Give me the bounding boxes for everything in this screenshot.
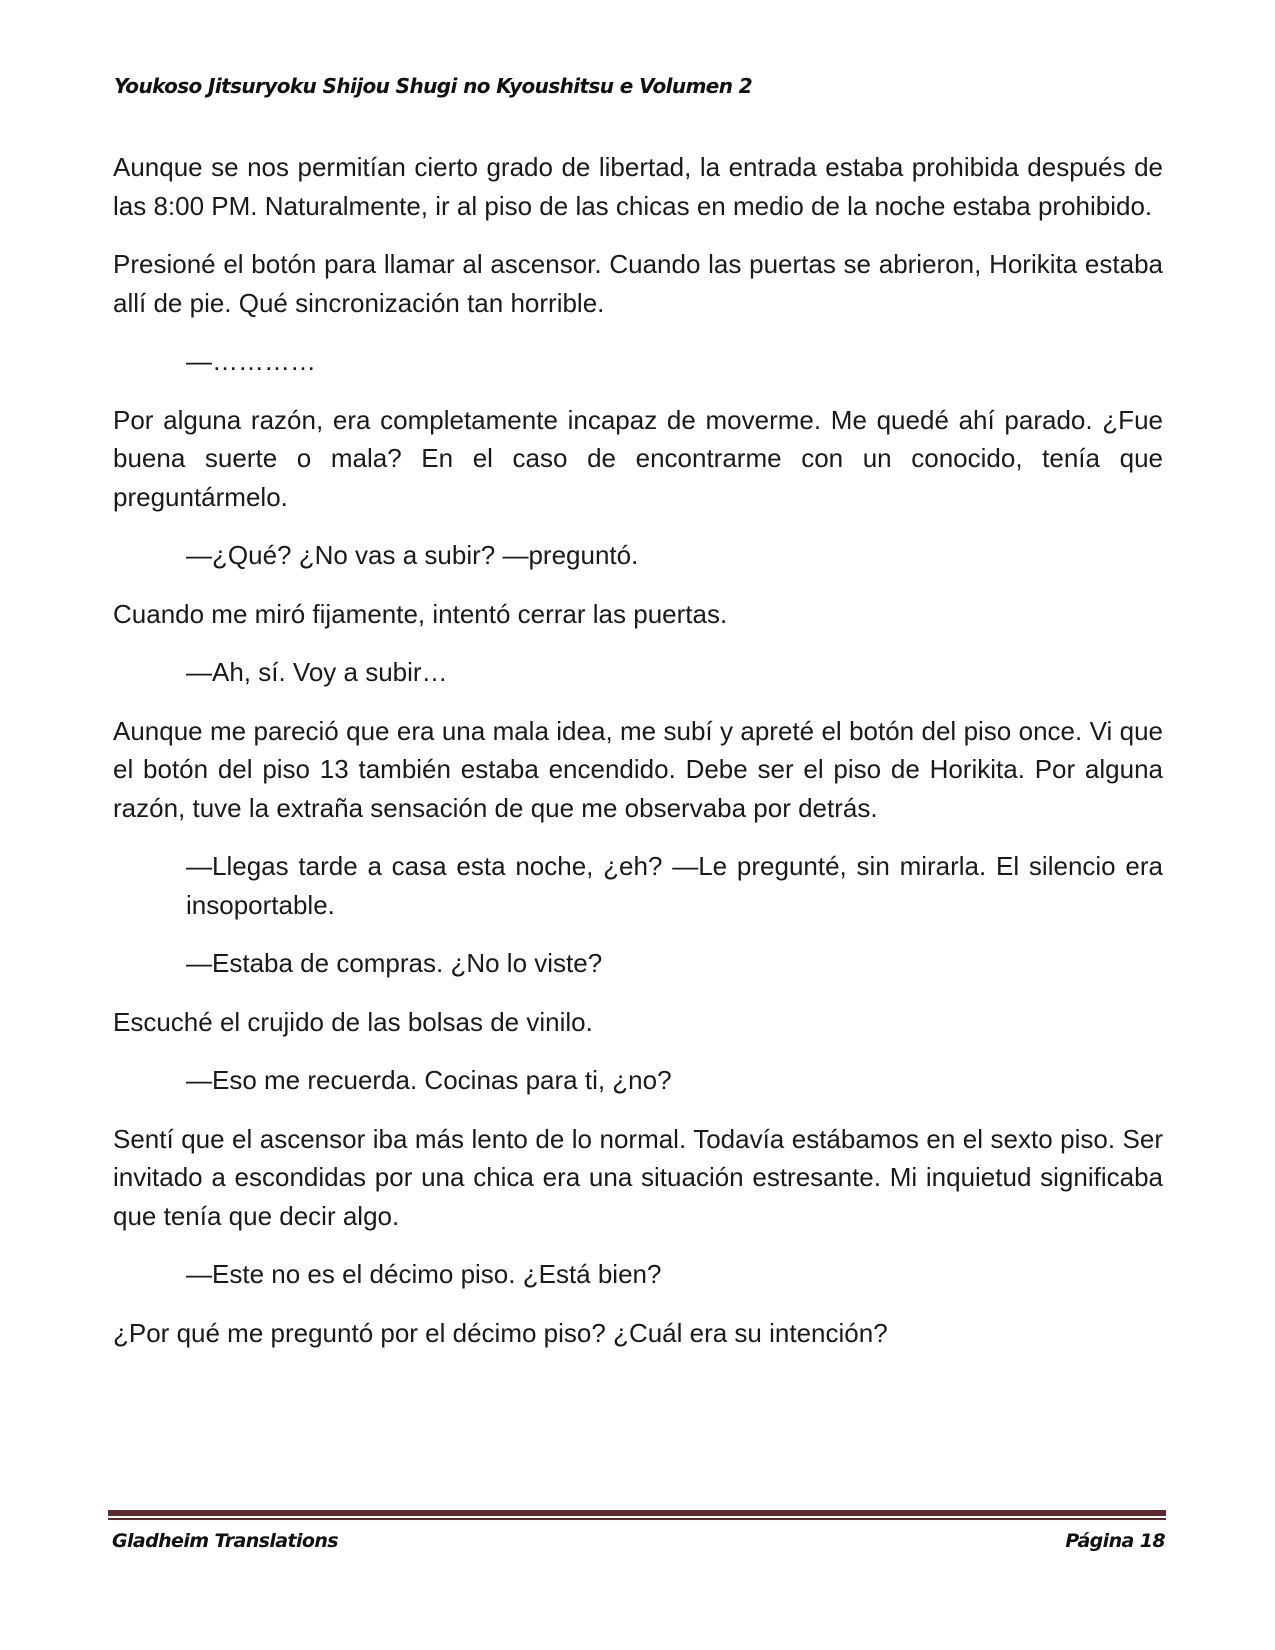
- paragraph: Sentí que el ascensor iba más lento de lo normal. Todavía estábamos en el sexto piso. Ser invitado a escondidas por una chica era una situación estresante. Mi inquietud significaba que tenía que decir algo.: [113, 1123, 1163, 1231]
- footer-publisher: Gladheim Translations: [112, 1530, 338, 1552]
- dialogue-line: —Ah, sí. Voy a subir…: [186, 657, 448, 687]
- dialogue-line: —Llegas tarde a casa esta noche, ¿eh? —Le pregunté, sin mirarla. El silencio era insoportable.: [186, 851, 1163, 920]
- paragraph: Por alguna razón, era completamente incapaz de moverme. Me quedé ahí parado. ¿Fue buena suerte o mala? En el caso de encontrarme con un conocido, tenía que preguntármelo.: [113, 404, 1163, 512]
- paragraph: Aunque me pareció que era una mala idea, me subí y apreté el botón del piso once. Vi que el botón del piso 13 también estaba encendido. Debe ser el piso de Horikita. Por alguna razón, tuve la extraña sensación de que me observaba por detrás.: [113, 715, 1163, 823]
- page-number: Página 18: [1065, 1530, 1165, 1552]
- dialogue-line: —Estaba de compras. ¿No lo viste?: [186, 948, 603, 978]
- page-body: [113, 148, 1163, 1372]
- running-header: Youkoso Jitsuryoku Shijou Shugi no Kyoushitsu e Volumen 2: [114, 74, 753, 98]
- footer-rule: [108, 1510, 1166, 1520]
- dialogue-line: —¿Qué? ¿No vas a subir? —preguntó.: [186, 540, 639, 570]
- paragraph: ¿Por qué me preguntó por el décimo piso? ¿Cuál era su intención?: [113, 1317, 888, 1348]
- paragraph: Escuché el crujido de las bolsas de vinilo.: [113, 1006, 593, 1037]
- dialogue-line: —Este no es el décimo piso. ¿Está bien?: [186, 1259, 662, 1289]
- footer-rule-thin: [108, 1518, 1166, 1520]
- dialogue-line: —Eso me recuerda. Cocinas para ti, ¿no?: [186, 1065, 672, 1095]
- paragraph: Aunque se nos permitían cierto grado de libertad, la entrada estaba prohibida después de las 8:00 PM. Naturalmente, ir al piso de las chicas en medio de la noche estaba prohibido.: [113, 152, 1163, 221]
- dialogue-line: —…………: [186, 346, 316, 376]
- paragraph: Cuando me miró fijamente, intentó cerrar las puertas.: [113, 598, 728, 629]
- paragraph: Presioné el botón para llamar al ascensor. Cuando las puertas se abrieron, Horikita estaba allí de pie. Qué sincronización tan horrible.: [113, 249, 1163, 318]
